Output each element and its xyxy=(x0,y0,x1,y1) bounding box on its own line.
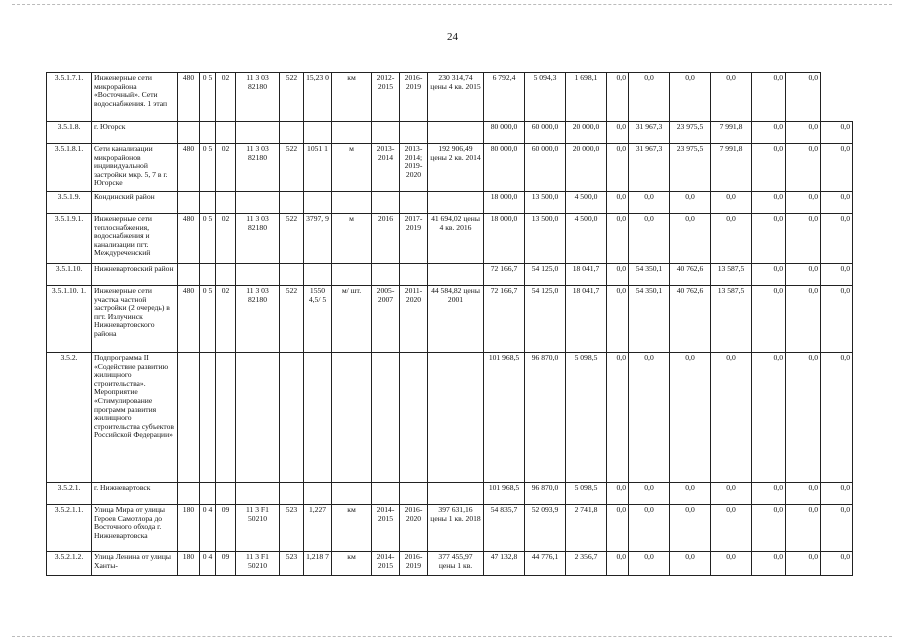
cell-regional-2: 0,0 xyxy=(711,73,752,122)
table-row xyxy=(47,144,853,192)
cell-federal-2: 0,0 xyxy=(670,505,711,552)
cell-code-grbs xyxy=(178,483,200,505)
cell-design-years xyxy=(372,122,400,144)
cell-extra-1: 0,0 xyxy=(786,122,821,144)
cell-regional-budget: 5 098,5 xyxy=(566,483,607,505)
cell-regional-budget: 5 098,5 xyxy=(566,353,607,483)
cell-regional-budget: 20 000,0 xyxy=(566,122,607,144)
cell-code-csr xyxy=(236,483,280,505)
cell-federal-budget: 5 094,3 xyxy=(525,73,566,122)
cell-local-2: 0,0 xyxy=(752,192,786,214)
cell-code-pr xyxy=(216,353,236,483)
table-row xyxy=(47,505,853,552)
cell-object-name: Инженерные сети теплоснабжения, водоснабжения и канализации пгт. Междуреченский xyxy=(92,214,178,264)
cell-code-vr xyxy=(280,264,304,286)
cell-federal-budget: 52 093,9 xyxy=(525,505,566,552)
cell-total-2: 0,0 xyxy=(629,552,670,576)
cell-total: 72 166,7 xyxy=(484,264,525,286)
cell-code-pr xyxy=(216,483,236,505)
cell-row-number: 3.5.1.10. xyxy=(47,264,92,286)
cell-code-pr: 02 xyxy=(216,144,236,192)
top-scan-edge xyxy=(12,4,892,5)
cell-design-years xyxy=(372,353,400,483)
cell-code-grbs: 480 xyxy=(178,286,200,353)
cell-code-grbs xyxy=(178,353,200,483)
cell-federal-2: 23 975,5 xyxy=(670,122,711,144)
cell-row-number: 3.5.1.8. xyxy=(47,122,92,144)
cell-regional-2: 0,0 xyxy=(711,505,752,552)
cell-design-years xyxy=(372,264,400,286)
cell-total: 80 000,0 xyxy=(484,144,525,192)
cell-unit xyxy=(332,264,372,286)
cell-federal-2: 23 975,5 xyxy=(670,144,711,192)
cell-object-name: Кондинский район xyxy=(92,192,178,214)
cell-code-vr: 522 xyxy=(280,144,304,192)
table-row xyxy=(47,552,853,576)
cell-build-years: 2016-2019 xyxy=(400,552,428,576)
cell-local-2: 0,0 xyxy=(752,264,786,286)
cell-row-number: 3.5.2.1.2. xyxy=(47,552,92,576)
cell-estimated-cost: 192 906,49 цены 2 кв. 2014 xyxy=(428,144,484,192)
cell-code-vr: 522 xyxy=(280,286,304,353)
cell-build-years xyxy=(400,192,428,214)
cell-row-number: 3.5.1.7.1. xyxy=(47,73,92,122)
cell-build-years xyxy=(400,353,428,483)
cell-extra-1: 0,0 xyxy=(786,353,821,483)
cell-code-grbs xyxy=(178,264,200,286)
cell-federal-budget: 54 125,0 xyxy=(525,286,566,353)
cell-federal-2: 0,0 xyxy=(670,353,711,483)
cell-total-2: 54 350,1 xyxy=(629,264,670,286)
cell-code-rz xyxy=(200,483,216,505)
cell-extra-2: 0,0 xyxy=(821,192,853,214)
cell-code-grbs xyxy=(178,122,200,144)
cell-capacity xyxy=(304,483,332,505)
cell-object-name: г. Югорск xyxy=(92,122,178,144)
cell-code-csr xyxy=(236,192,280,214)
table-row xyxy=(47,286,853,353)
cell-extra-1: 0,0 xyxy=(786,264,821,286)
cell-unit: км xyxy=(332,505,372,552)
cell-code-rz xyxy=(200,264,216,286)
cell-local-budget: 0,0 xyxy=(607,122,629,144)
cell-code-csr xyxy=(236,353,280,483)
cell-unit xyxy=(332,353,372,483)
cell-unit: м xyxy=(332,214,372,264)
cell-code-csr: 11 3 F1 50210 xyxy=(236,552,280,576)
cell-local-2: 0,0 xyxy=(752,73,786,122)
cell-unit xyxy=(332,122,372,144)
cell-code-rz: 0 5 xyxy=(200,144,216,192)
cell-unit: км xyxy=(332,73,372,122)
cell-federal-2: 0,0 xyxy=(670,73,711,122)
cell-capacity: 1,218 7 xyxy=(304,552,332,576)
cell-estimated-cost xyxy=(428,192,484,214)
cell-unit xyxy=(332,192,372,214)
cell-capacity: 1,227 xyxy=(304,505,332,552)
table-row xyxy=(47,214,853,264)
cell-unit xyxy=(332,483,372,505)
cell-code-rz xyxy=(200,122,216,144)
cell-design-years: 2016 xyxy=(372,214,400,264)
cell-total-2: 31 967,3 xyxy=(629,122,670,144)
cell-total: 18 000,0 xyxy=(484,192,525,214)
cell-local-budget: 0,0 xyxy=(607,353,629,483)
cell-local-2: 0,0 xyxy=(752,552,786,576)
cell-object-name: Улица Мира от улицы Героев Самотлора до Восточного обхода г. Нижневартовска xyxy=(92,505,178,552)
cell-local-budget: 0,0 xyxy=(607,505,629,552)
cell-total: 72 166,7 xyxy=(484,286,525,353)
cell-regional-2: 13 587,5 xyxy=(711,264,752,286)
cell-local-budget: 0,0 xyxy=(607,483,629,505)
cell-extra-1: 0,0 xyxy=(786,192,821,214)
cell-federal-budget: 44 776,1 xyxy=(525,552,566,576)
cell-federal-budget: 54 125,0 xyxy=(525,264,566,286)
cell-capacity xyxy=(304,122,332,144)
cell-extra-2: 0,0 xyxy=(821,122,853,144)
cell-local-budget: 0,0 xyxy=(607,73,629,122)
cell-extra-2: 0,0 xyxy=(821,286,853,353)
cell-total-2: 0,0 xyxy=(629,505,670,552)
budget-table-container xyxy=(46,72,852,576)
cell-local-2: 0,0 xyxy=(752,483,786,505)
cell-extra-2: 0,0 xyxy=(821,353,853,483)
cell-regional-2: 0,0 xyxy=(711,552,752,576)
cell-local-2: 0,0 xyxy=(752,505,786,552)
cell-extra-2: 0,0 xyxy=(821,264,853,286)
cell-local-budget: 0,0 xyxy=(607,192,629,214)
cell-extra-2: 0,0 xyxy=(821,144,853,192)
cell-regional-2: 0,0 xyxy=(711,214,752,264)
cell-total: 18 000,0 xyxy=(484,214,525,264)
cell-unit: км xyxy=(332,552,372,576)
cell-regional-2: 13 587,5 xyxy=(711,286,752,353)
cell-total: 101 968,5 xyxy=(484,483,525,505)
cell-regional-budget: 2 741,8 xyxy=(566,505,607,552)
cell-code-vr xyxy=(280,192,304,214)
cell-total: 101 968,5 xyxy=(484,353,525,483)
cell-estimated-cost: 397 631,16 цены 1 кв. 2018 xyxy=(428,505,484,552)
cell-federal-budget: 60 000,0 xyxy=(525,144,566,192)
bottom-scan-edge xyxy=(12,636,892,637)
cell-total: 47 132,8 xyxy=(484,552,525,576)
cell-federal-budget: 60 000,0 xyxy=(525,122,566,144)
cell-code-csr xyxy=(236,264,280,286)
cell-code-rz: 0 4 xyxy=(200,552,216,576)
cell-object-name: Улица Ленина от улицы Ханты- xyxy=(92,552,178,576)
table-row xyxy=(47,264,853,286)
cell-total-2: 0,0 xyxy=(629,192,670,214)
cell-design-years xyxy=(372,483,400,505)
cell-code-grbs: 480 xyxy=(178,144,200,192)
cell-code-vr xyxy=(280,353,304,483)
cell-code-csr: 11 3 03 82180 xyxy=(236,286,280,353)
cell-local-budget: 0,0 xyxy=(607,552,629,576)
cell-regional-budget: 4 500,0 xyxy=(566,214,607,264)
cell-build-years: 2016-2019 xyxy=(400,73,428,122)
cell-capacity: 1550 4,5/ 5 xyxy=(304,286,332,353)
cell-capacity: 15,23 0 xyxy=(304,73,332,122)
cell-capacity: 3797, 9 xyxy=(304,214,332,264)
cell-code-grbs: 180 xyxy=(178,505,200,552)
cell-code-rz: 0 5 xyxy=(200,286,216,353)
cell-total: 54 835,7 xyxy=(484,505,525,552)
cell-federal-budget: 13 500,0 xyxy=(525,192,566,214)
cell-code-csr: 11 3 03 82180 xyxy=(236,214,280,264)
cell-code-grbs: 480 xyxy=(178,214,200,264)
cell-build-years xyxy=(400,483,428,505)
cell-object-name: Нижневартовский район xyxy=(92,264,178,286)
table-row xyxy=(47,122,853,144)
cell-estimated-cost xyxy=(428,483,484,505)
cell-regional-2: 7 991,8 xyxy=(711,122,752,144)
cell-estimated-cost xyxy=(428,264,484,286)
cell-code-csr xyxy=(236,122,280,144)
cell-code-pr: 09 xyxy=(216,505,236,552)
cell-code-grbs: 180 xyxy=(178,552,200,576)
cell-capacity xyxy=(304,353,332,483)
cell-federal-2: 0,0 xyxy=(670,192,711,214)
cell-local-2: 0,0 xyxy=(752,122,786,144)
cell-object-name: Инженерные сети микрорайона «Восточный». Сети водоснабжения. 1 этап xyxy=(92,73,178,122)
cell-extra-2: 0,0 xyxy=(821,505,853,552)
cell-design-years: 2005-2007 xyxy=(372,286,400,353)
cell-code-rz: 0 4 xyxy=(200,505,216,552)
cell-design-years xyxy=(372,192,400,214)
cell-build-years: 2016-2020 xyxy=(400,505,428,552)
cell-code-vr: 523 xyxy=(280,552,304,576)
cell-row-number: 3.5.2. xyxy=(47,353,92,483)
cell-extra-2: 0,0 xyxy=(821,214,853,264)
cell-estimated-cost xyxy=(428,122,484,144)
cell-total-2: 0,0 xyxy=(629,73,670,122)
cell-row-number: 3.5.1.8.1. xyxy=(47,144,92,192)
cell-row-number: 3.5.1.10. 1. xyxy=(47,286,92,353)
cell-local-2: 0,0 xyxy=(752,144,786,192)
cell-total-2: 54 350,1 xyxy=(629,286,670,353)
cell-object-name: г. Нижневартовск xyxy=(92,483,178,505)
cell-local-2: 0,0 xyxy=(752,353,786,483)
cell-code-pr xyxy=(216,192,236,214)
cell-code-pr xyxy=(216,122,236,144)
cell-code-vr: 523 xyxy=(280,505,304,552)
cell-federal-2: 40 762,6 xyxy=(670,286,711,353)
cell-code-pr: 09 xyxy=(216,552,236,576)
cell-extra-1: 0,0 xyxy=(786,483,821,505)
cell-unit: м/ шт. xyxy=(332,286,372,353)
cell-code-vr xyxy=(280,122,304,144)
cell-total: 6 792,4 xyxy=(484,73,525,122)
table-row xyxy=(47,73,853,122)
cell-row-number: 3.5.1.9.1. xyxy=(47,214,92,264)
cell-unit: м xyxy=(332,144,372,192)
cell-federal-2: 40 762,6 xyxy=(670,264,711,286)
cell-code-vr: 522 xyxy=(280,73,304,122)
cell-code-rz xyxy=(200,192,216,214)
cell-regional-2: 0,0 xyxy=(711,353,752,483)
cell-estimated-cost: 377 455,97 цены 1 кв. xyxy=(428,552,484,576)
cell-code-grbs xyxy=(178,192,200,214)
cell-estimated-cost: 41 694,02 цены 4 кв. 2016 xyxy=(428,214,484,264)
cell-regional-budget: 4 500,0 xyxy=(566,192,607,214)
cell-extra-1: 0,0 xyxy=(786,73,821,122)
cell-regional-budget: 18 041,7 xyxy=(566,286,607,353)
cell-extra-1: 0,0 xyxy=(786,552,821,576)
cell-capacity xyxy=(304,192,332,214)
cell-total-2: 31 967,3 xyxy=(629,144,670,192)
cell-extra-2: 0,0 xyxy=(821,483,853,505)
cell-design-years: 2014-2015 xyxy=(372,505,400,552)
cell-code-csr: 11 3 F1 50210 xyxy=(236,505,280,552)
cell-code-csr: 11 3 03 82180 xyxy=(236,144,280,192)
cell-code-rz: 0 5 xyxy=(200,73,216,122)
cell-estimated-cost xyxy=(428,353,484,483)
cell-federal-budget: 96 870,0 xyxy=(525,483,566,505)
cell-total-2: 0,0 xyxy=(629,214,670,264)
budget-table xyxy=(46,72,853,576)
cell-local-2: 0,0 xyxy=(752,286,786,353)
cell-regional-budget: 2 356,7 xyxy=(566,552,607,576)
cell-local-budget: 0,0 xyxy=(607,214,629,264)
cell-row-number: 3.5.2.1.1. xyxy=(47,505,92,552)
cell-design-years: 2014-2015 xyxy=(372,552,400,576)
cell-build-years: 2013-2014; 2019-2020 xyxy=(400,144,428,192)
cell-regional-2: 7 991,8 xyxy=(711,144,752,192)
cell-capacity xyxy=(304,264,332,286)
cell-extra-1: 0,0 xyxy=(786,505,821,552)
cell-federal-2: 0,0 xyxy=(670,552,711,576)
cell-local-budget: 0,0 xyxy=(607,264,629,286)
cell-code-pr: 02 xyxy=(216,73,236,122)
cell-local-2: 0,0 xyxy=(752,214,786,264)
cell-code-rz: 0 5 xyxy=(200,214,216,264)
cell-code-csr: 11 3 03 82180 xyxy=(236,73,280,122)
cell-regional-budget: 18 041,7 xyxy=(566,264,607,286)
cell-regional-2: 0,0 xyxy=(711,192,752,214)
cell-regional-2: 0,0 xyxy=(711,483,752,505)
cell-extra-2: 0,0 xyxy=(821,552,853,576)
cell-federal-budget: 96 870,0 xyxy=(525,353,566,483)
cell-estimated-cost: 44 584,82 цены 2001 xyxy=(428,286,484,353)
cell-code-pr: 02 xyxy=(216,286,236,353)
cell-regional-budget: 20 000,0 xyxy=(566,144,607,192)
cell-build-years: 2011-2020 xyxy=(400,286,428,353)
cell-estimated-cost: 230 314,74 цены 4 кв. 2015 xyxy=(428,73,484,122)
cell-object-name: Подпрограмма II «Содействие развитию жилищного строительства». Мероприятие «Стимулирование программ развития жилищного строительства субъектов Российской Федерации» xyxy=(92,353,178,483)
cell-extra-1: 0,0 xyxy=(786,144,821,192)
table-row xyxy=(47,192,853,214)
cell-design-years: 2013-2014 xyxy=(372,144,400,192)
cell-local-budget: 0,0 xyxy=(607,144,629,192)
cell-row-number: 3.5.2.1. xyxy=(47,483,92,505)
cell-code-rz xyxy=(200,353,216,483)
cell-build-years xyxy=(400,264,428,286)
cell-code-grbs: 480 xyxy=(178,73,200,122)
cell-extra-1: 0,0 xyxy=(786,214,821,264)
cell-object-name: Инженерные сети участка частной застройки (2 очередь) в пгт. Излучинск Нижневартовского района xyxy=(92,286,178,353)
cell-total: 80 000,0 xyxy=(484,122,525,144)
cell-extra-1: 0,0 xyxy=(786,286,821,353)
cell-build-years: 2017-2019 xyxy=(400,214,428,264)
cell-capacity: 1051 1 xyxy=(304,144,332,192)
cell-code-vr: 522 xyxy=(280,214,304,264)
table-row xyxy=(47,353,853,483)
cell-row-number: 3.5.1.9. xyxy=(47,192,92,214)
cell-federal-budget: 13 500,0 xyxy=(525,214,566,264)
cell-regional-budget: 1 698,1 xyxy=(566,73,607,122)
table-row xyxy=(47,483,853,505)
page-number: 24 xyxy=(447,31,458,43)
cell-total-2: 0,0 xyxy=(629,483,670,505)
cell-code-pr xyxy=(216,264,236,286)
cell-object-name: Сети канализации микрорайонов индивидуальной застройки мкр. 5, 7 в г. Югорске xyxy=(92,144,178,192)
cell-local-budget: 0,0 xyxy=(607,286,629,353)
cell-total-2: 0,0 xyxy=(629,353,670,483)
cell-federal-2: 0,0 xyxy=(670,483,711,505)
cell-code-pr: 02 xyxy=(216,214,236,264)
cell-design-years: 2012-2015 xyxy=(372,73,400,122)
cell-code-vr xyxy=(280,483,304,505)
cell-federal-2: 0,0 xyxy=(670,214,711,264)
cell-build-years xyxy=(400,122,428,144)
